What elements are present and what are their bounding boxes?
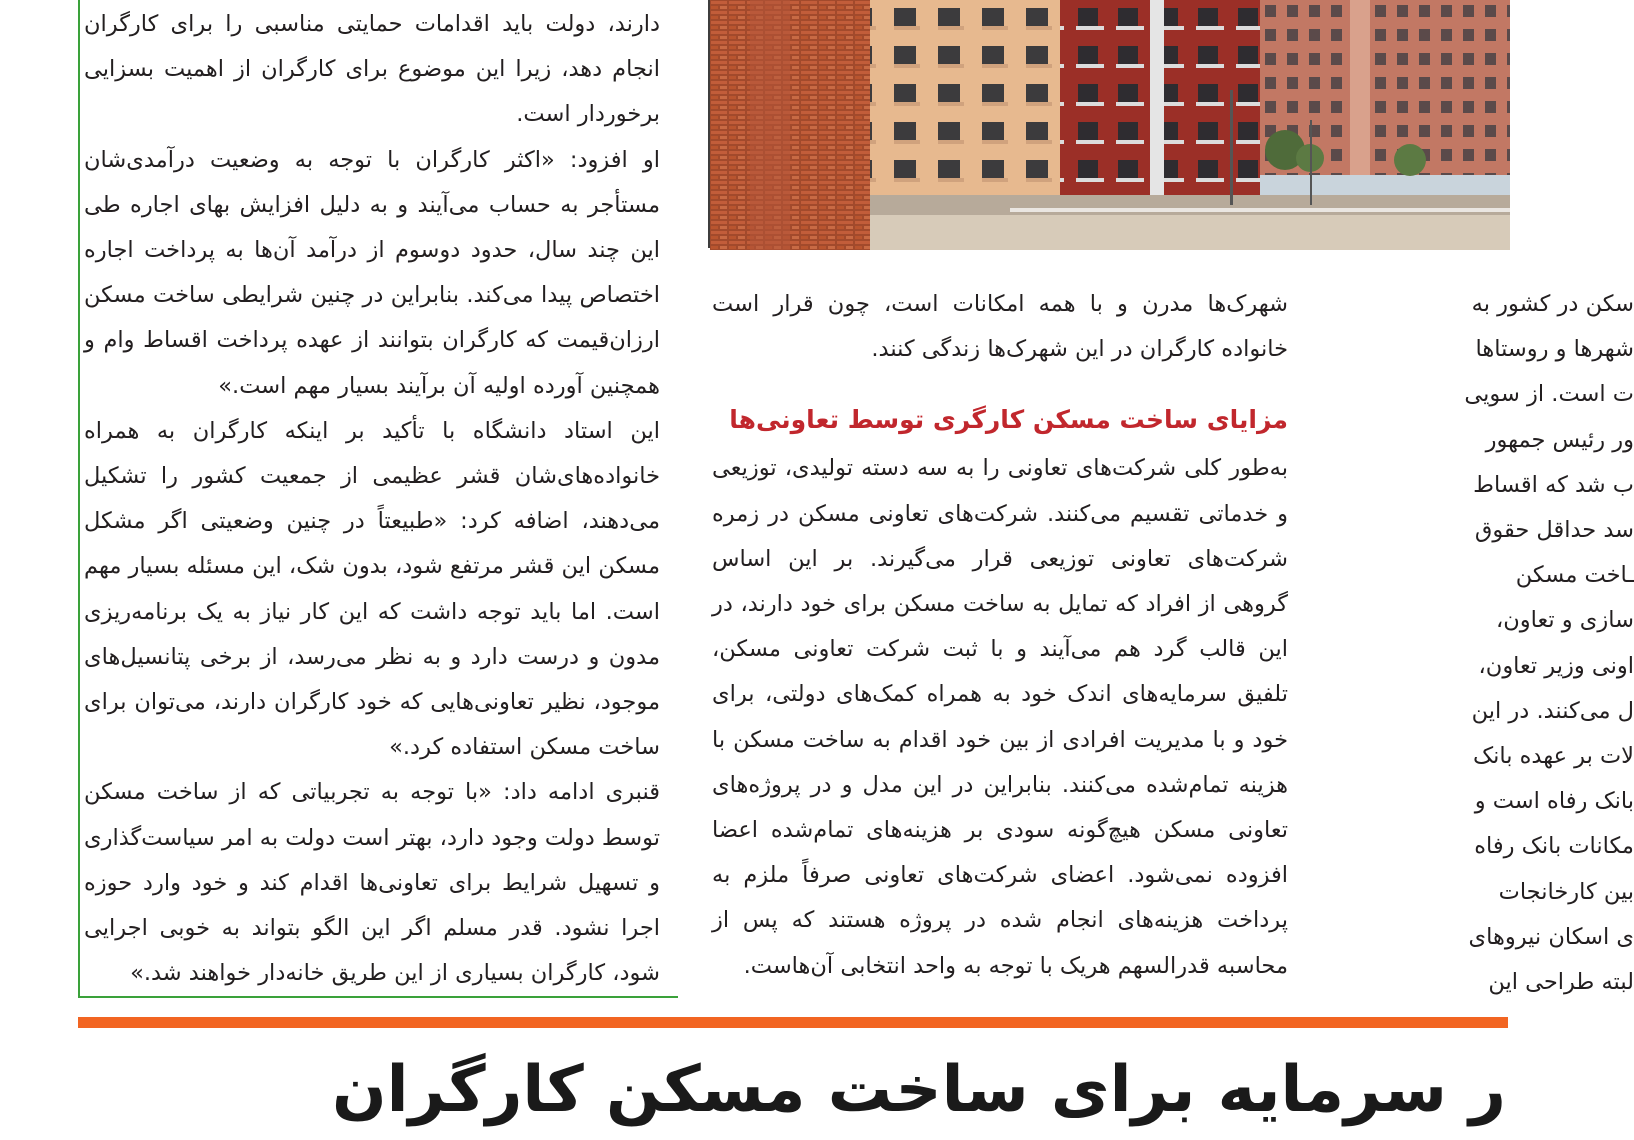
- middle-column: [712, 282, 1288, 989]
- text-line: سازی و تعاون،: [1496, 607, 1634, 634]
- right-column-cut: [1334, 282, 1634, 1005]
- text-line: مکانات بانک رفاه: [1474, 833, 1634, 860]
- left-column: [84, 2, 660, 996]
- paragraph: این استاد دانشگاه با تأکید بر اینکه کارگران به همراه خانواده‌های‌شان قشر عظیمی از جمعیت کشور را تشکیل می‌دهند، اضافه کرد: «طبیعتاً در چنین وضعیتی اگر مشکل مسکن این قشر مرتفع شود، بدون شک، این مسئله بسیار مهم است. اما باید توجه داشت که این کار نیاز به یک برنامه‌ریزی مدون و درست دارد و به نظر می‌رسد، از برخی پتانسیل‌های موجود، نظیر تعاونی‌هایی که خود کارگران دارند، می‌توان برای ساخت مسکن استفاده کرد.»: [84, 417, 660, 761]
- text-line: لبته طراحی این: [1488, 969, 1634, 996]
- text-line: سد حداقل حقوق: [1474, 517, 1634, 544]
- article-headline: ر سرمایه برای ساخت مسکن کارگران: [331, 1053, 1506, 1127]
- paragraph: دارند، دولت باید اقدامات حمایتی مناسبی را برای کارگران انجام دهد، زیرا این موضوع برای کارگران از اهمیت بسزایی برخوردار است.: [84, 11, 660, 128]
- paragraph: قنبری ادامه داد: «با توجه به تجربیاتی که از ساخت مسکن توسط دولت وجود دارد، بهتر است دولت به امر سیاست‌گذاری و تسهیل شرایط برای تعاونی‌ها اقدام کند و خود وارد حوزه اجرا نشود. قدر مسلم اگر این الگو بتواند به خوبی اجرایی شود، کارگران بسیاری از این طریق خانه‌دار خواهند شد.»: [84, 779, 660, 987]
- text-line: شهرها و روستاها: [1475, 336, 1634, 363]
- apartment-buildings-photo: [708, 0, 1508, 248]
- paragraph: به‌طور کلی شرکت‌های تعاونی را به سه دسته تولیدی، توزیعی و خدماتی تقسیم می‌کنند. شرکت‌های تعاونی مسکن در زمره شرکت‌های تعاونی توزیعی قرار می‌گیرند. بر این اساس گروهی از افراد که تمایل به ساخت مسکن برای خود دارند، در این قالب گرد هم می‌آیند و با ثبت شرکت تعاونی مسکن، تلفیق سرمایه‌های اندک خود به همراه کمک‌های دولتی، برای خود و با مدیریت افرادی از بین خود اقدام به ساخت مسکن با هزینه تمام‌شده می‌کنند. بنابراین در این مدل و در پروژه‌های تعاونی مسکن هیچ‌گونه سودی بر هزینه‌های تمام‌شده اعضا افزوده نمی‌شود. اعضای شرکت‌های تعاونی صرفاً ملزم به پرداخت هزینه‌های انجام شده در پروژه هستند که پس از محاسبه قدرالسهم هریک با توجه به واحد انتخابی آن‌هاست.: [712, 455, 1288, 979]
- text-line: سکن در کشور به: [1471, 291, 1634, 317]
- text-line: ب شد که اقساط: [1473, 471, 1634, 498]
- paragraph: او افزود: «اکثر کارگران با توجه به وضعیت درآمدی‌شان مستأجر به حساب می‌آیند و به دلیل افزایش بهای اجاره طی این چند سال، حدود دوسوم از درآمد آن‌ها به پرداخت اجاره اختصاص پیدا می‌کند. بنابراین در چنین شرایطی ساخت مسکن ارزان‌قیمت که کارگران بتوانند از عهده پرداخت اقساط وام و همچنین آورده اولیه آن برآیند بسیار مهم است.»: [84, 146, 660, 399]
- paragraph: شهرک‌ها مدرن و با همه امکانات است، چون قرار است خانواده کارگران در این شهرک‌ها زندگی کنند.: [712, 291, 1288, 363]
- text-line: ور رئیس جمهور: [1485, 426, 1634, 453]
- text-line: بین کارخانجات: [1498, 878, 1634, 905]
- text-line: ی اسکان نیروهای: [1468, 923, 1634, 950]
- text-line: لات بر عهده بانک: [1472, 743, 1634, 770]
- section-divider: [78, 1017, 1508, 1028]
- section-subheading: مزایای ساخت مسکن کارگری توسط تعاونی‌ها: [729, 405, 1288, 435]
- text-line: ت است. از سویی: [1464, 381, 1634, 408]
- text-line: اونی وزیر تعاون،: [1478, 652, 1634, 679]
- text-line: ل می‌کنند. در این: [1471, 697, 1634, 724]
- text-line: بانک رفاه است و: [1474, 788, 1634, 815]
- text-line: ـاخت مسکن: [1515, 562, 1634, 589]
